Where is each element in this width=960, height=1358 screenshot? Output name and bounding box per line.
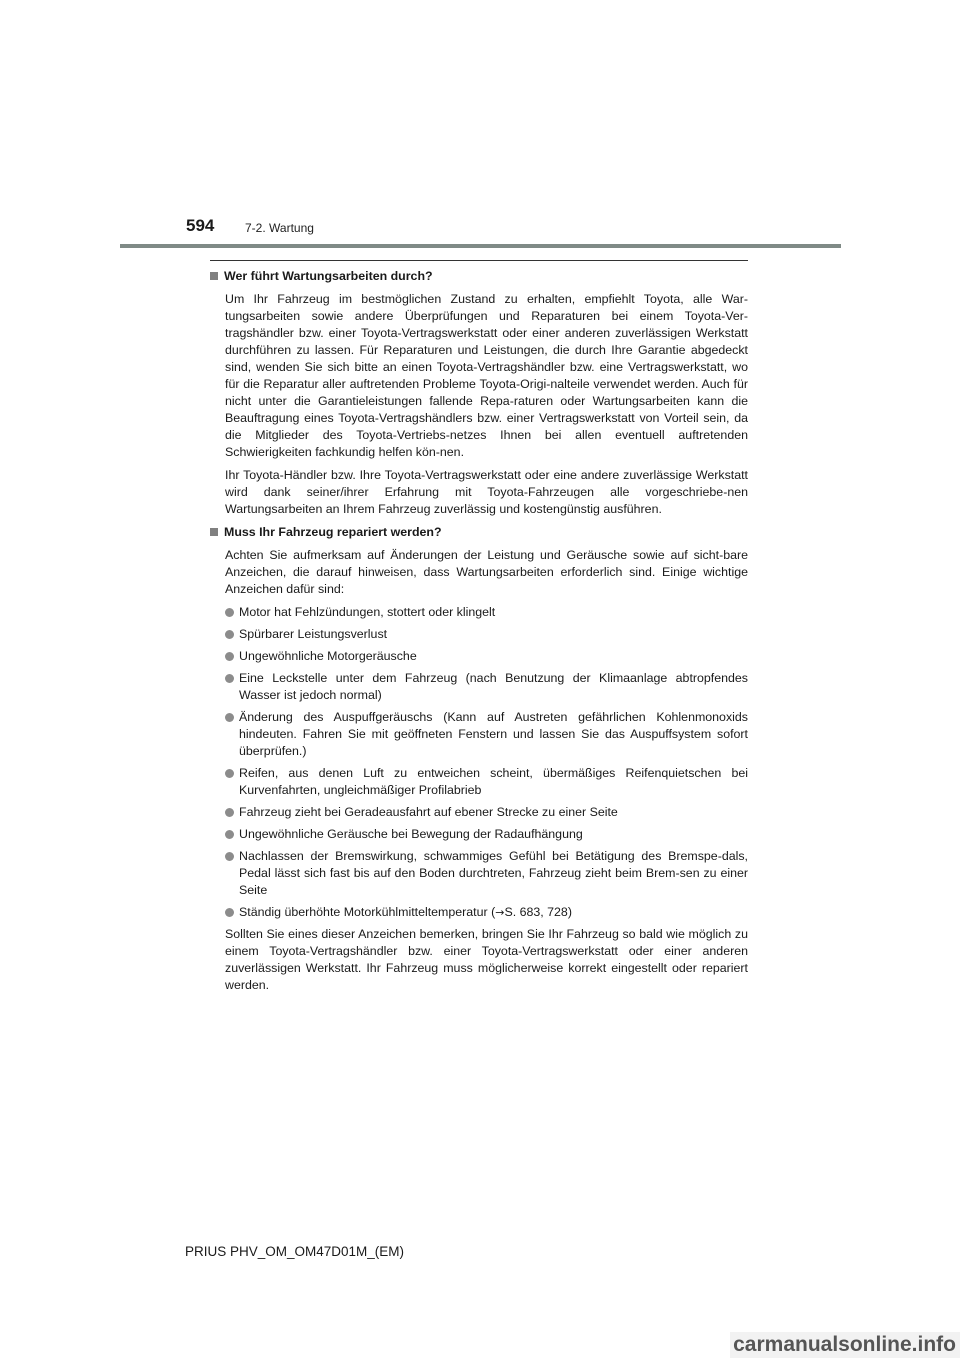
circle-bullet-icon bbox=[225, 674, 234, 683]
list-item bbox=[225, 626, 748, 643]
list-item-text: Ungewöhnliche Geräusche bei Bewegung der Radaufhängung bbox=[239, 827, 583, 841]
square-bullet-icon bbox=[210, 528, 218, 536]
circle-bullet-icon bbox=[225, 713, 234, 722]
list-item bbox=[225, 765, 748, 799]
paragraph: Um Ihr Fahrzeug im bestmöglichen Zustand zu erhalten, empfiehlt Toyota, alle War-tungsarbeiten sowie andere Überprüfungen und Reparaturen bei einem Toyota-Ver-tragshändler bzw. einer Toyota-Vertragswerkstatt oder einer anderen zuverlässigen Werkstatt durchführen zu lassen. Für Reparaturen und Leistungen, die durch Ihre Garantie abgedeckt sind, wenden Sie sich bitte an einen Toyota-Vertragshändler bzw. eine Vertragswerkstatt, wo für die Reparatur aller auftretenden Probleme Toyota-Origi-nalteile verwendet werden. Auch für nicht unter die Garantieleistungen fallende Repa-raturen oder Wartungsarbeiten kann die Beauftragung eines Toyota-Vertragshändlers bzw. einer Vertragswerkstatt von Vorteil sein, da die Mitglieder des Toyota-Vertriebs-netzes Ihnen bei allen eventuell auftretenden Schwierigkeiten fachkundig helfen kön-nen. bbox=[225, 292, 748, 459]
circle-bullet-icon bbox=[225, 852, 234, 861]
list-item bbox=[225, 804, 748, 821]
circle-bullet-icon bbox=[225, 608, 234, 617]
list-item bbox=[225, 709, 748, 760]
section-heading bbox=[210, 268, 748, 285]
list-item-text: Ungewöhnliche Motorgeräusche bbox=[239, 649, 417, 663]
list-item-text: Änderung des Auspuffgeräuschs (Kann auf Austreten gefährlichen Kohlenmonoxids hindeuten. Fahren Sie mit geöffneten Fenstern und lassen Sie das Auspuffsystem sofort überprüfen.) bbox=[239, 710, 748, 758]
list-item bbox=[225, 904, 748, 921]
list-item bbox=[225, 670, 748, 704]
square-bullet-icon bbox=[210, 272, 218, 280]
page-reference[interactable]: S. 683, 728) bbox=[504, 905, 572, 919]
watermark: carmanualsonline.info bbox=[730, 1332, 960, 1358]
circle-bullet-icon bbox=[225, 830, 234, 839]
list-item bbox=[225, 848, 748, 899]
list-item bbox=[225, 648, 748, 665]
list-item-text: Nachlassen der Bremswirkung, schwammiges Gefühl bei Betätigung des Bremspe-dals, Pedal lässt sich fast bis auf den Boden durchtreten, Fahrzeug zieht beim Brem-sen zu einer Seite bbox=[239, 849, 748, 897]
paragraph: Sollten Sie eines dieser Anzeichen bemerken, bringen Sie Ihr Fahrzeug so bald wie möglich zu einem Toyota-Vertragshändler bzw. einer Toyota-Vertragswerkstatt oder einer anderen zuverlässigen Werkstatt. Ihr Fahrzeug muss möglicherweise korrekt eingestellt oder repariert werden. bbox=[225, 927, 748, 992]
header-rule bbox=[120, 244, 841, 248]
list-item-text: Ständig überhöhte Motorkühlmitteltemperatur ( bbox=[239, 905, 496, 919]
list-item-text: Spürbarer Leistungsverlust bbox=[239, 627, 388, 641]
list-item bbox=[225, 604, 748, 621]
list-item-text: Eine Leckstelle unter dem Fahrzeug (nach Benutzung der Klimaanlage abtropfendes Wasser ist jedoch normal) bbox=[239, 671, 748, 702]
list-item-text: Fahrzeug zieht bei Geradeausfahrt auf ebener Strecke zu einer Seite bbox=[239, 805, 618, 819]
list-item-text: Reifen, aus denen Luft zu entweichen scheint, übermäßiges Reifenquietschen bei Kurvenfahrten, ungleichmäßiger Profilabrieb bbox=[239, 766, 748, 797]
circle-bullet-icon bbox=[225, 808, 234, 817]
paragraph: Ihr Toyota-Händler bzw. Ihre Toyota-Vertragswerkstatt oder eine andere zuverlässige Werkstatt wird dank seiner/ihrer Erfahrung mit Toyota-Fahrzeugen alle vorgeschriebe-nen Wartungsarbeiten an Ihrem Fahrzeug zuverlässig und kostengünstig ausführen. bbox=[225, 468, 748, 516]
circle-bullet-icon bbox=[225, 652, 234, 661]
circle-bullet-icon bbox=[225, 630, 234, 639]
list-item bbox=[225, 826, 748, 843]
list-item-text: Motor hat Fehlzündungen, stottert oder klingelt bbox=[239, 605, 496, 619]
arrow-icon: → bbox=[495, 906, 505, 919]
heading-text: Muss Ihr Fahrzeug repariert werden? bbox=[224, 525, 442, 539]
document-code: PRIUS PHV_OM_OM47D01M_(EM) bbox=[185, 1244, 405, 1259]
content-top-rule bbox=[210, 260, 748, 261]
section-header: 7-2. Wartung bbox=[245, 221, 314, 235]
paragraph: Achten Sie aufmerksam auf Änderungen der Leistung und Geräusche sowie auf sicht-bare Anzeichen, die darauf hinweisen, dass Wartungsarbeiten erforderlich sind. Einige wichtige Anzeichen dafür sind: bbox=[225, 548, 748, 596]
circle-bullet-icon bbox=[225, 769, 234, 778]
section-heading bbox=[210, 524, 748, 541]
heading-text: Wer führt Wartungsarbeiten durch? bbox=[224, 269, 433, 283]
circle-bullet-icon bbox=[225, 908, 234, 917]
content bbox=[210, 268, 748, 1000]
page-number: 594 bbox=[186, 216, 215, 235]
